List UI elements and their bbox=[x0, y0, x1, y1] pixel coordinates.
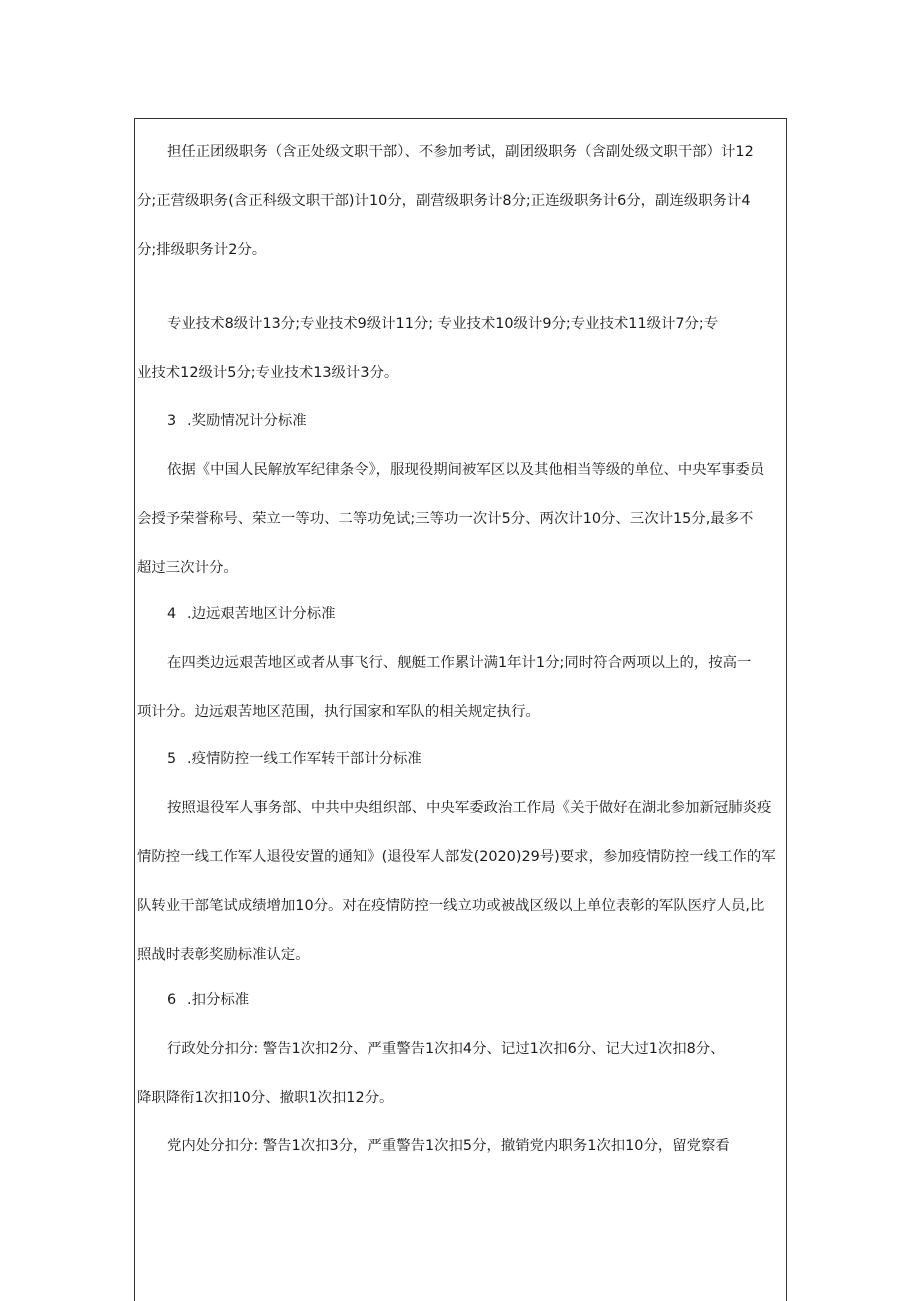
section-title: .疫情防控一线工作军转干部计分标准 bbox=[187, 751, 422, 767]
text-line: 在四类边远艰苦地区或者从事飞行、舰艇工作累计满1年计1分;同时符合两项以上的，按高一 bbox=[167, 655, 752, 671]
text-line: 情防控一线工作军人退役安置的通知》(退役军人部发(2020)29号)要求，参加疫情防控一线工作的军 bbox=[137, 849, 776, 865]
text-line: 担任正团级职务（含正处级文职干部）、不参加考试，副团级职务（含副处级文职干部）计12 bbox=[167, 144, 754, 160]
text-line: 会授予荣誉称号、荣立一等功、二等功免试;三等功一次计5分、两次计10分、三次计15分,最多不 bbox=[137, 511, 754, 527]
text-line: 按照退役军人事务部、中共中央组织部、中央军委政治工作局《关于做好在湖北参加新冠肺炎疫 bbox=[167, 800, 772, 816]
paragraph-technical-scoring bbox=[137, 312, 786, 385]
paragraph-rank-scoring bbox=[137, 140, 786, 262]
paragraph-epidemic-scoring bbox=[137, 796, 786, 967]
text-line: 党内处分扣分: 警告1次扣3分，严重警告1次扣5分，撤销党内职务1次扣10分，留党察看 bbox=[167, 1138, 730, 1154]
text-line: 依据《中国人民解放军纪律条令》，服现役期间被军区以及其他相当等级的单位、中央军事委员 bbox=[167, 462, 765, 478]
text-line: 专业技术8级计13分;专业技术9级计11分; 专业技术10级计9分;专业技术11级计7分;专 bbox=[167, 316, 719, 332]
text-line: 降职降衔1次扣10分、撤职1次扣12分。 bbox=[137, 1090, 394, 1106]
section-number: 3 bbox=[167, 413, 177, 429]
text-line: 业技术12级计5分;专业技术13级计3分。 bbox=[137, 365, 399, 381]
text-line: 分;排级职务计2分。 bbox=[137, 242, 267, 258]
section-title: .扣分标准 bbox=[187, 992, 250, 1008]
text-line: 行政处分扣分: 警告1次扣2分、严重警告1次扣4分、记过1次扣6分、记大过1次扣8分、 bbox=[167, 1041, 725, 1057]
section-number: 4 bbox=[167, 606, 177, 622]
paragraph-administrative-penalty bbox=[137, 1037, 786, 1110]
section-heading-6 bbox=[137, 988, 249, 1012]
text-line: 队转业干部笔试成绩增加10分。对在疫情防控一线立功或被战区级以上单位表彰的军队医疗人员,比 bbox=[137, 898, 765, 914]
section-title: .奖励情况计分标准 bbox=[187, 413, 307, 429]
text-line: 超过三次计分。 bbox=[137, 560, 238, 576]
section-heading-3 bbox=[137, 409, 307, 433]
section-heading-4 bbox=[137, 602, 335, 626]
section-number: 5 bbox=[167, 751, 177, 767]
section-heading-5 bbox=[137, 747, 422, 771]
section-number: 6 bbox=[167, 992, 177, 1008]
text-line: 项计分。边远艰苦地区范围，执行国家和军队的相关规定执行。 bbox=[137, 704, 540, 720]
paragraph-party-penalty bbox=[137, 1134, 786, 1158]
paragraph-remote-area-scoring bbox=[137, 651, 786, 724]
text-line: 分;正营级职务(含正科级文职干部)计10分，副营级职务计8分;正连级职务计6分，副连级职务计4 bbox=[137, 193, 751, 209]
text-line: 照战时表彰奖励标准认定。 bbox=[137, 947, 310, 963]
section-title: .边远艰苦地区计分标准 bbox=[187, 606, 336, 622]
paragraph-award-scoring bbox=[137, 458, 786, 580]
